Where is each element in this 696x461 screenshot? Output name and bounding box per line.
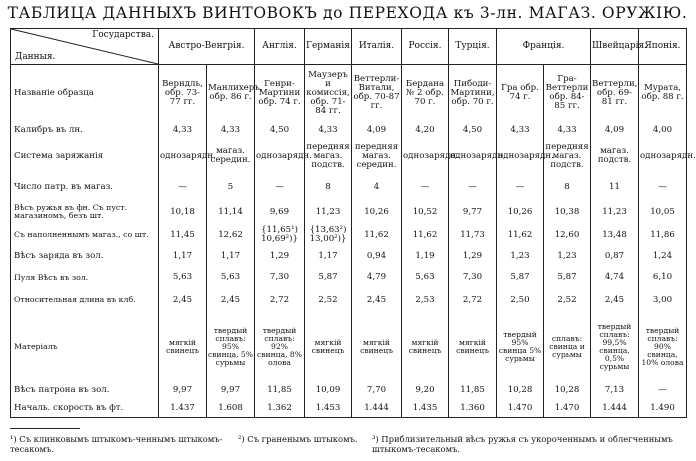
data-cell: 0,94 [352, 246, 402, 266]
table-row [11, 382, 687, 400]
data-cell: твердый сплавъ: 99,5% свинца, 0,5% сурьмы [591, 312, 639, 382]
data-cell: 2,45 [159, 289, 207, 312]
data-cell: 2,52 [305, 289, 352, 312]
data-cell: передняя магаз. подств. [544, 139, 591, 173]
data-cell: — [402, 173, 449, 201]
data-cell: Пибоди-Мартини, обр. 70 г. [449, 65, 497, 122]
data-cell: 2,45 [207, 289, 255, 312]
data-cell: однозарядн. [159, 139, 207, 173]
data-cell: 7,13 [591, 382, 639, 400]
data-cell: 5,87 [544, 266, 591, 289]
data-cell: 8 [544, 173, 591, 201]
data-cell: 11,14 [207, 201, 255, 224]
data-cell: Гра обр. 74 г. [497, 65, 544, 122]
data-cell: 4,33 [159, 122, 207, 140]
data-cell: 5,63 [159, 266, 207, 289]
data-cell: 1,17 [207, 246, 255, 266]
data-cell: Манлихеръ, обр. 86 г. [207, 65, 255, 122]
corner-label-countries: Государства. [92, 30, 154, 40]
data-cell: магаз. середин. [207, 139, 255, 173]
data-cell: мягкій свинецъ [305, 312, 352, 382]
data-cell: 3,00 [639, 289, 687, 312]
data-cell: 11,62 [352, 224, 402, 247]
data-cell: 11,86 [639, 224, 687, 247]
data-cell: 2,45 [591, 289, 639, 312]
data-cell: 1.444 [352, 400, 402, 418]
data-cell: мягкій свинецъ [352, 312, 402, 382]
row-label: Калибръ въ лн. [11, 122, 159, 140]
sub-label: Матеріалъ [14, 341, 58, 351]
data-cell: — [497, 173, 544, 201]
data-cell: твердый сплавъ: 90% свинца, 10% олова [639, 312, 687, 382]
data-cell: 10,52 [402, 201, 449, 224]
data-cell: 11,62 [497, 224, 544, 247]
data-cell: 2,52 [544, 289, 591, 312]
country-header: Германія. [305, 29, 352, 65]
table-row [11, 122, 687, 140]
data-cell: 1,17 [159, 246, 207, 266]
data-cell: 5,63 [402, 266, 449, 289]
group-label: Вѣсъ ружья въ фн. [14, 203, 93, 213]
data-cell: однозарядн. [449, 139, 497, 173]
data-cell: 1.360 [449, 400, 497, 418]
data-cell: 4,09 [352, 122, 402, 140]
data-cell: Веттерли-Витали, обр. 70-87 гг. [352, 65, 402, 122]
row-label: Вѣсъ патрона въ зол. [11, 382, 159, 400]
table-row [11, 266, 687, 289]
data-cell: 5,63 [207, 266, 255, 289]
data-cell: 1,24 [639, 246, 687, 266]
country-header: Турція. [449, 29, 497, 65]
data-cell: 9,77 [449, 201, 497, 224]
data-cell: 2,72 [449, 289, 497, 312]
data-cell: 1,23 [544, 246, 591, 266]
data-cell: 10,18 [159, 201, 207, 224]
data-cell: 1,17 [305, 246, 352, 266]
data-cell: 1.435 [402, 400, 449, 418]
group-label: Пуля [14, 272, 38, 282]
table-row [11, 201, 687, 224]
data-cell: — [449, 173, 497, 201]
row-label: Система заряжанія [11, 139, 159, 173]
data-cell: 1.453 [305, 400, 352, 418]
data-cell: 4,50 [449, 122, 497, 140]
table-row [11, 173, 687, 201]
data-cell: передняя магаз. середин. [352, 139, 402, 173]
data-cell: 13,48 [591, 224, 639, 247]
data-cell: Маузеръ и комиссія, обр. 71-84 гг. [305, 65, 352, 122]
data-cell: однозарядн. [639, 139, 687, 173]
data-cell: 10,05 [639, 201, 687, 224]
data-cell: 4,33 [305, 122, 352, 140]
header-corner [11, 29, 159, 65]
data-cell: 11,62 [402, 224, 449, 247]
footnote-1: ¹) Съ клинковымъ штыкомъ-ченнымъ штыкомъ-тесакомъ. [10, 434, 223, 454]
row-label: Число патр. въ магаз. [11, 173, 159, 201]
data-cell: 12,62 [207, 224, 255, 247]
data-cell: 1.470 [544, 400, 591, 418]
data-cell: 9,97 [159, 382, 207, 400]
data-cell: мягкій свинецъ [402, 312, 449, 382]
data-cell: Мурата, обр. 88 г. [639, 65, 687, 122]
data-cell: 11 [591, 173, 639, 201]
row-label [11, 266, 159, 289]
data-cell: {11,65¹) 10,69²)} [255, 224, 305, 247]
data-cell: 11,23 [591, 201, 639, 224]
table-row [11, 289, 687, 312]
row-label [11, 289, 159, 312]
footnote-2: ²) Съ граненымъ штыкомъ. [238, 434, 358, 444]
data-cell: 0,87 [591, 246, 639, 266]
data-cell: 4,50 [255, 122, 305, 140]
data-cell: 5,87 [305, 266, 352, 289]
row-label: Названіе образца [11, 65, 159, 122]
sub-label: Относительная длина въ клб. [14, 295, 136, 305]
row-label: Началь. скорость въ фт. [11, 400, 159, 418]
data-cell: 11,73 [449, 224, 497, 247]
country-header: Австро-Венгрія. [159, 29, 255, 65]
data-cell: 2,72 [255, 289, 305, 312]
data-cell: однозарядн. [402, 139, 449, 173]
data-cell: мягкій свинецъ [449, 312, 497, 382]
data-cell: 4,79 [352, 266, 402, 289]
data-cell: 10,26 [497, 201, 544, 224]
data-cell: твердый 95% свинца 5% сурьмы [497, 312, 544, 382]
data-cell: 4,00 [639, 122, 687, 140]
data-cell: 10,28 [497, 382, 544, 400]
data-cell: 2,53 [402, 289, 449, 312]
data-cell: однозарядн. [255, 139, 305, 173]
data-cell: сплавъ: свинца и сурьмы [544, 312, 591, 382]
data-cell: 1,29 [449, 246, 497, 266]
country-header: Японія. [639, 29, 687, 65]
data-cell: 1,23 [497, 246, 544, 266]
data-cell: 11,85 [255, 382, 305, 400]
data-cell: твердый сплавъ: 95% свинца, 5% сурьмы [207, 312, 255, 382]
data-cell: 4,20 [402, 122, 449, 140]
row-label: Вѣсъ заряда въ зол. [11, 246, 159, 266]
data-cell: 7,30 [255, 266, 305, 289]
data-cell: 8 [305, 173, 352, 201]
data-cell: Верндль, обр. 73-77 гг. [159, 65, 207, 122]
table-row [11, 246, 687, 266]
data-cell: 11,23 [305, 201, 352, 224]
data-cell: 4 [352, 173, 402, 201]
table-row [11, 312, 687, 382]
data-cell: передняя магаз. подств. [305, 139, 352, 173]
row-label [11, 201, 159, 224]
data-cell: Бердана № 2 обр. 70 г. [402, 65, 449, 122]
data-cell: 10,09 [305, 382, 352, 400]
data-cell: 9,69 [255, 201, 305, 224]
country-header: Франція. [497, 29, 591, 65]
data-cell: 10,26 [352, 201, 402, 224]
data-cell: 1.437 [159, 400, 207, 418]
data-cell: однозарядн. [497, 139, 544, 173]
rifle-data-table [10, 28, 696, 418]
data-cell: 4,33 [207, 122, 255, 140]
sub-label: Вѣсъ въ зол. [37, 272, 89, 282]
data-cell: — [639, 173, 687, 201]
data-cell: 6,10 [639, 266, 687, 289]
data-cell: 10,38 [544, 201, 591, 224]
table-row [11, 65, 687, 122]
data-cell: магаз. подств. [591, 139, 639, 173]
data-cell: 5,87 [497, 266, 544, 289]
data-cell: 1.362 [255, 400, 305, 418]
data-cell: 4,09 [591, 122, 639, 140]
data-cell: 7,30 [449, 266, 497, 289]
data-cell: 2,50 [497, 289, 544, 312]
footnote-rule [10, 428, 80, 429]
data-cell: 4,33 [497, 122, 544, 140]
data-cell: Веттерли, обр. 69-81 гг. [591, 65, 639, 122]
data-cell: 9,97 [207, 382, 255, 400]
data-cell: мягкій свинецъ [159, 312, 207, 382]
data-cell: — [255, 173, 305, 201]
data-cell: твердый сплавъ: 92% свинца, 8% олова [255, 312, 305, 382]
country-header: Россія. [402, 29, 449, 65]
sub-label: Съ наполненнымъ магаз., со шт. [14, 229, 149, 239]
data-cell: 1,19 [402, 246, 449, 266]
data-cell: 5 [207, 173, 255, 201]
table-row [11, 224, 687, 247]
data-cell: 1,29 [255, 246, 305, 266]
table-row [11, 400, 687, 418]
data-cell: 1.444 [591, 400, 639, 418]
data-cell: — [639, 382, 687, 400]
country-header: Италія. [352, 29, 402, 65]
table-title: ТАБЛИЦА ДАННЫХЪ ВИНТОВОКЪ до ПЕРЕХОДА къ 3-лн. МАГАЗ. ОРУЖІЮ. [7, 4, 688, 22]
data-cell: 10,28 [544, 382, 591, 400]
data-cell: 11,45 [159, 224, 207, 247]
data-cell: 1.490 [639, 400, 687, 418]
data-cell: 4,33 [544, 122, 591, 140]
data-cell: 1.608 [207, 400, 255, 418]
data-cell: 11,85 [449, 382, 497, 400]
data-cell: 4,74 [591, 266, 639, 289]
data-cell: 7,70 [352, 382, 402, 400]
data-cell: — [159, 173, 207, 201]
data-cell: Генри-Мартини обр. 74 г. [255, 65, 305, 122]
sub-label: Съ пуст. магазиномъ, безъ шт. [14, 203, 128, 221]
data-cell: Гра-Веттерли обр. 84-85 гг. [544, 65, 591, 122]
country-header: Англія. [255, 29, 305, 65]
data-cell: 12,60 [544, 224, 591, 247]
row-label [11, 224, 159, 247]
row-label [11, 312, 159, 382]
data-cell: {13,63²) 13,00²)} [305, 224, 352, 247]
data-cell: 9,20 [402, 382, 449, 400]
corner-label-data: Данныя. [15, 51, 56, 62]
table-row [11, 139, 687, 173]
data-cell: 2,45 [352, 289, 402, 312]
data-cell: 1.470 [497, 400, 544, 418]
country-header: Швейцарія. [591, 29, 639, 65]
footnote-3: ³) Приблизительный вѣсъ ружья съ укороченнымъ и облегченнымъ штыкомъ-тесакомъ. [372, 434, 673, 454]
